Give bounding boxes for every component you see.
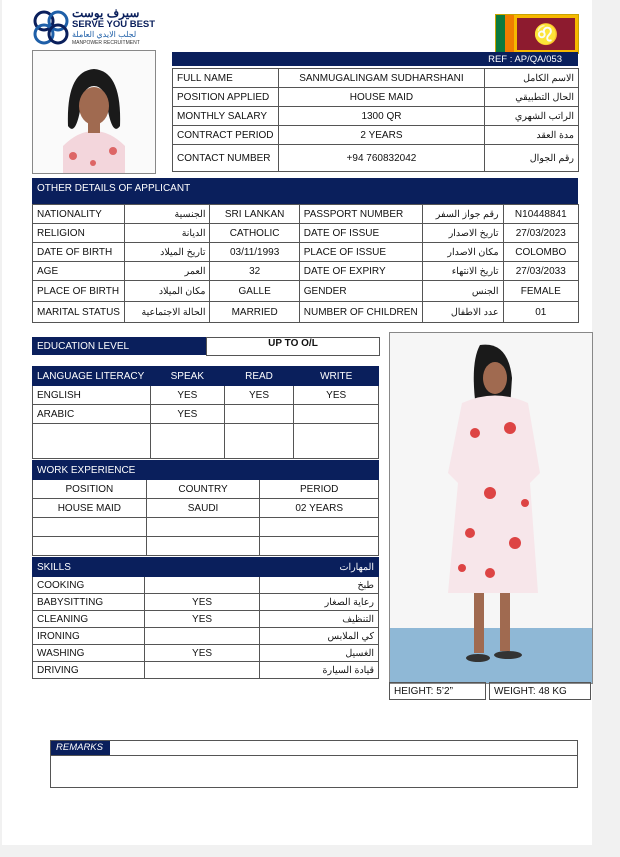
cell-r-ar: عدد الاطفال (422, 302, 503, 323)
cell-label: CONTRACT PERIOD (173, 126, 279, 145)
language-header-row (33, 367, 379, 386)
table-row (173, 145, 579, 172)
work-title: WORK EXPERIENCE (33, 461, 379, 480)
education-label-box (32, 337, 206, 355)
education-label: EDUCATION LEVEL (37, 341, 130, 352)
cell-r-ar: رقم جواز السفر (422, 205, 503, 224)
skill-skill: COOKING (33, 577, 145, 594)
lion-icon: ♌ (514, 15, 578, 53)
cell-label: MONTHLY SALARY (173, 107, 279, 126)
cell-l-label: NATIONALITY (33, 205, 125, 224)
table-row (33, 405, 379, 424)
table-row (173, 107, 579, 126)
table-row (33, 645, 379, 662)
cell-r-label: PLACE OF ISSUE (299, 243, 422, 262)
passport-photo (32, 50, 156, 174)
cell (33, 518, 147, 537)
cell: 02 YEARS (260, 499, 379, 518)
cell: ARABIC (33, 405, 151, 424)
cell-label: FULL NAME (173, 69, 279, 88)
skills-title: SKILLS (33, 558, 260, 577)
table-row (33, 262, 579, 281)
work-header: COUNTRY (146, 480, 260, 499)
cell: SAUDI (146, 499, 260, 518)
cell-value: 2 YEARS (278, 126, 485, 145)
table-row (33, 499, 379, 518)
skills-title-arabic: المهارات (260, 558, 379, 577)
lang-header: SPEAK (150, 367, 224, 386)
cell-value: HOUSE MAID (278, 88, 485, 107)
table-row (173, 126, 579, 145)
table-row (33, 302, 579, 323)
education-value: UP TO O/L (206, 337, 380, 356)
logo-emblem-icon (32, 8, 70, 46)
skills-title-row (33, 558, 379, 577)
cell-l-ar: الديانة (124, 224, 210, 243)
cell-l-ar: تاريخ الميلاد (124, 243, 210, 262)
ref-bar (172, 52, 578, 66)
cell-l-label: DATE OF BIRTH (33, 243, 125, 262)
table-row (33, 224, 579, 243)
table-row (33, 243, 579, 262)
main-info-table (172, 68, 579, 172)
cell-r-label: PASSPORT NUMBER (299, 205, 422, 224)
skill-value: YES (144, 611, 260, 628)
cell-l-label: RELIGION (33, 224, 125, 243)
skill-skill: IRONING (33, 628, 145, 645)
cell (150, 424, 224, 459)
cell-r-val: 27/03/2023 (503, 224, 578, 243)
skills-table (32, 557, 379, 679)
cell-l-ar: الجنسية (124, 205, 210, 224)
weight-field: WEIGHT: 48 KG (489, 682, 591, 700)
cell-r-val: N10448841 (503, 205, 578, 224)
cell-l-ar: الحالة الاجتماعية (124, 302, 210, 323)
cell-r-label: NUMBER OF CHILDREN (299, 302, 422, 323)
cell-arabic: الحال التطبيقي (485, 88, 579, 107)
other-details-title: OTHER DETAILS OF APPLICANT (37, 183, 191, 194)
cell: YES (150, 386, 224, 405)
cell: YES (294, 386, 379, 405)
cell-arabic: رقم الجوال (485, 145, 579, 172)
sri-lanka-flag (495, 14, 579, 54)
skill-ar: التنظيف (260, 611, 379, 628)
skill-skill: DRIVING (33, 662, 145, 679)
table-row (33, 577, 379, 594)
cell: YES (224, 386, 294, 405)
table-row (33, 205, 579, 224)
lang-header: WRITE (294, 367, 379, 386)
work-header: PERIOD (260, 480, 379, 499)
table-row (33, 424, 379, 459)
table-row (173, 69, 579, 88)
cell: YES (150, 405, 224, 424)
language-table (32, 366, 379, 459)
table-row (33, 537, 379, 556)
remarks-label: REMARKS (51, 741, 110, 755)
skill-value (144, 662, 260, 679)
logo-sub: MANPOWER RECRUITMENT (72, 40, 140, 46)
cell-arabic: مدة العقد (485, 126, 579, 145)
logo-name: SERVE YOU BEST (72, 19, 156, 30)
company-logo (32, 6, 162, 48)
cell-r-label: GENDER (299, 281, 422, 302)
cell-label: CONTACT NUMBER (173, 145, 279, 172)
skill-ar: طبخ (260, 577, 379, 594)
cell-l-val: CATHOLIC (210, 224, 299, 243)
logo-arabic: سيرف يوست (72, 6, 140, 20)
skill-ar: الغسيل (260, 645, 379, 662)
cell-value: 1300 QR (278, 107, 485, 126)
cell-l-val: 32 (210, 262, 299, 281)
cell (294, 424, 379, 459)
cell-l-ar: العمر (124, 262, 210, 281)
other-details-header (32, 178, 578, 204)
table-row (33, 594, 379, 611)
cell-r-ar: تاريخ الانتهاء (422, 262, 503, 281)
cell-r-val: 01 (503, 302, 578, 323)
table-row (33, 611, 379, 628)
full-body-photo (389, 332, 593, 684)
cell (224, 424, 294, 459)
logo-arabic-sub: لجلب الايدي العاملة (72, 30, 137, 39)
skill-value: YES (144, 594, 260, 611)
cell-r-val: 27/03/2033 (503, 262, 578, 281)
cell (224, 405, 294, 424)
cell-arabic: الاسم الكامل (485, 69, 579, 88)
skill-ar: رعاية الصغار (260, 594, 379, 611)
skill-value (144, 577, 260, 594)
cell-r-val: COLOMBO (503, 243, 578, 262)
cell-l-val: MARRIED (210, 302, 299, 323)
cell (146, 518, 260, 537)
cell-l-label: AGE (33, 262, 125, 281)
skill-ar: قيادة السيارة (260, 662, 379, 679)
cell-label: POSITION APPLIED (173, 88, 279, 107)
cell-r-label: DATE OF EXPIRY (299, 262, 422, 281)
remarks-box (50, 740, 578, 788)
cell-l-val: SRI LANKAN (210, 205, 299, 224)
skill-value (144, 628, 260, 645)
cell (33, 537, 147, 556)
table-row (33, 518, 379, 537)
table-row (33, 662, 379, 679)
table-row (173, 88, 579, 107)
cell (260, 537, 379, 556)
cell (260, 518, 379, 537)
skill-value: YES (144, 645, 260, 662)
cell-r-ar: مكان الاصدار (422, 243, 503, 262)
table-row (33, 281, 579, 302)
lang-header: READ (224, 367, 294, 386)
table-row (33, 386, 379, 405)
work-title-row (33, 461, 379, 480)
skill-ar: كي الملابس (260, 628, 379, 645)
work-experience-table (32, 460, 379, 556)
cell-l-val: 03/11/1993 (210, 243, 299, 262)
lang-header: LANGUAGE LITERACY (33, 367, 151, 386)
remarks-divider (51, 755, 577, 756)
cell-value: +94 760832042 (278, 145, 485, 172)
cell (33, 424, 151, 459)
cell (294, 405, 379, 424)
cv-page (2, 0, 592, 845)
cell-l-label: MARITAL STATUS (33, 302, 125, 323)
skill-skill: CLEANING (33, 611, 145, 628)
cell-l-label: PLACE OF BIRTH (33, 281, 125, 302)
cell-l-ar: مكان الميلاد (124, 281, 210, 302)
cell-r-ar: الجنس (422, 281, 503, 302)
cell: HOUSE MAID (33, 499, 147, 518)
other-details-table (32, 204, 579, 323)
cell: ENGLISH (33, 386, 151, 405)
work-header: POSITION (33, 480, 147, 499)
work-header-row (33, 480, 379, 499)
cell-r-ar: تاريخ الاصدار (422, 224, 503, 243)
skill-skill: BABYSITTING (33, 594, 145, 611)
cell-r-val: FEMALE (503, 281, 578, 302)
cell (146, 537, 260, 556)
cell-arabic: الراتب الشهري (485, 107, 579, 126)
cell-l-val: GALLE (210, 281, 299, 302)
ref-number: REF : AP/QA/053 (488, 54, 562, 65)
table-row (33, 628, 379, 645)
height-field: HEIGHT: 5’2” (389, 682, 486, 700)
cell-r-label: DATE OF ISSUE (299, 224, 422, 243)
cell-value: SANMUGALINGAM SUDHARSHANI (278, 69, 485, 88)
skill-skill: WASHING (33, 645, 145, 662)
